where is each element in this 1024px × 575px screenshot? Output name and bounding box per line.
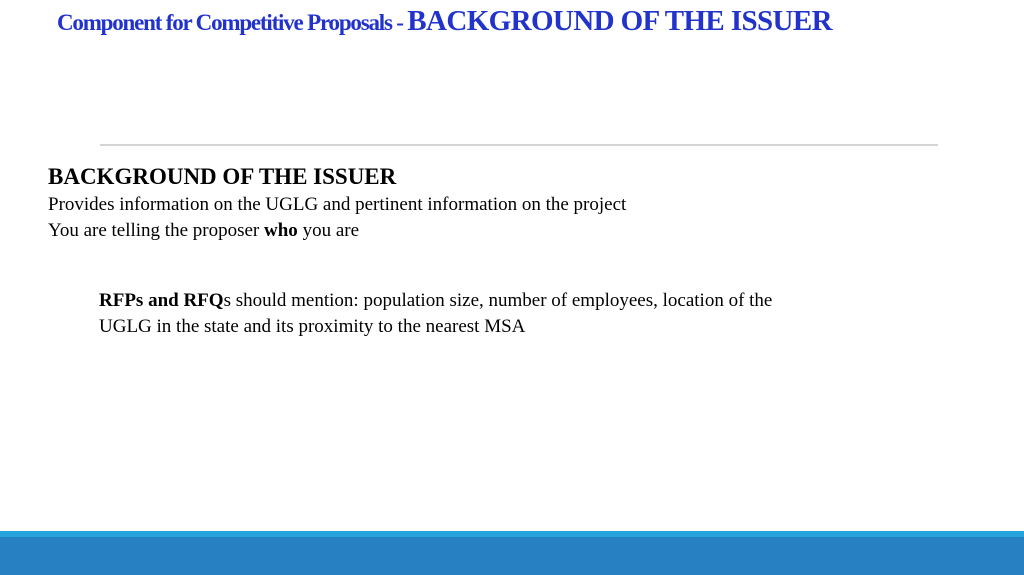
slide-title-prefix: Component for Competitive Proposals -: [57, 10, 408, 35]
body-line-info: Provides information on the UGLG and pertinent information on the project: [48, 194, 627, 215]
body-line-who: [48, 218, 948, 244]
title-divider: [100, 144, 938, 146]
body-line-who-after: you are: [297, 220, 360, 241]
rfp-note-text: s should mention: population size, number of employees, location of the UGLG in the state and its proximity to the nearest MSA: [99, 290, 773, 337]
rfp-note: [99, 288, 819, 340]
background-section: [48, 162, 948, 244]
slide-title-main: BACKGROUND OF THE ISSUER: [407, 5, 832, 37]
rfp-note-bold: RFPs and RFQ: [99, 290, 224, 311]
footer-bar: [0, 537, 1024, 575]
body-line-who-bold: who: [264, 220, 298, 241]
slide-title: [57, 4, 937, 38]
section-heading: BACKGROUND OF THE ISSUER: [48, 164, 397, 189]
body-line-who-before: You are telling the proposer: [48, 220, 265, 241]
